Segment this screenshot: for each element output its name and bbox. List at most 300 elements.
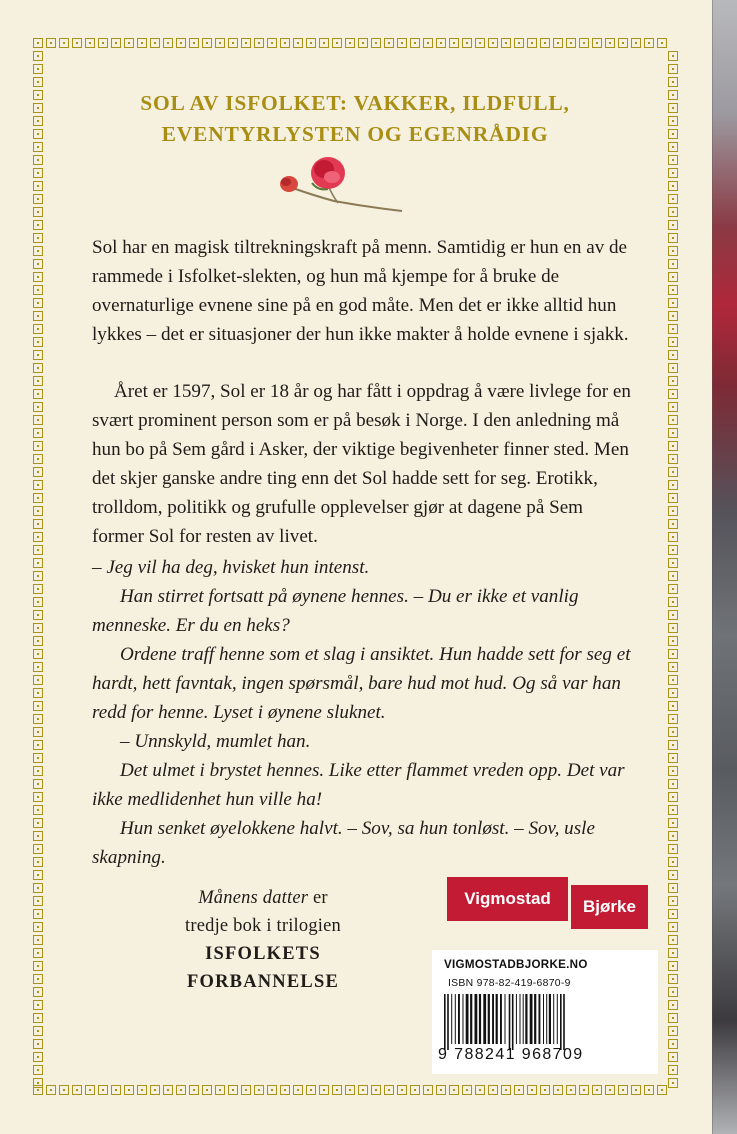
border-tile bbox=[668, 623, 678, 633]
border-tile bbox=[254, 1085, 264, 1095]
border-tile bbox=[436, 1085, 446, 1095]
book-title: Månens datter bbox=[198, 888, 309, 908]
excerpt-line: – Unnskyld, mumlet han. bbox=[120, 731, 311, 752]
border-tile bbox=[176, 1085, 186, 1095]
border-tile bbox=[668, 454, 678, 464]
border-tile bbox=[33, 389, 43, 399]
border-tile bbox=[668, 142, 678, 152]
border-tile bbox=[228, 1085, 238, 1095]
series-name: FORBANNELSE bbox=[187, 972, 339, 992]
border-tile bbox=[668, 441, 678, 451]
border-tile bbox=[668, 1013, 678, 1023]
border-tile bbox=[668, 376, 678, 386]
barcode-bar bbox=[447, 994, 449, 1050]
border-tile bbox=[33, 792, 43, 802]
paragraph-2: Året er 1597, Sol er 18 år og har fått i oppdrag å være livlege for en svært prominent person som er på besøk i Norge. I den anledning må hun bo på Sem gård i Asker, der viktige begivenheter finner sted. Men det skjer ganske andre ting enn det Sol hadde sett for seg. Erotikk, trolldom, politikk og grufulle opplevelser gjør at dagene på Sem former Sol for resten av livet. bbox=[92, 381, 631, 547]
border-tile bbox=[33, 194, 43, 204]
border-tile bbox=[33, 753, 43, 763]
border-tile bbox=[98, 38, 108, 48]
border-tile bbox=[33, 350, 43, 360]
border-tile bbox=[319, 1085, 329, 1095]
series-text: er bbox=[308, 888, 328, 908]
border-tile bbox=[371, 1085, 381, 1095]
border-tile bbox=[668, 571, 678, 581]
border-tile bbox=[137, 1085, 147, 1095]
barcode-panel bbox=[432, 950, 658, 1074]
border-tile bbox=[33, 766, 43, 776]
barcode-bar bbox=[520, 994, 521, 1044]
border-tile bbox=[33, 779, 43, 789]
excerpt-line: – Jeg vil ha deg, hvisket hun intenst. bbox=[92, 557, 370, 578]
border-tile bbox=[59, 38, 69, 48]
border-tile bbox=[33, 454, 43, 464]
border-tile bbox=[150, 1085, 160, 1095]
border-tile bbox=[668, 181, 678, 191]
border-tile bbox=[33, 1039, 43, 1049]
barcode-bar bbox=[483, 994, 486, 1044]
border-tile bbox=[668, 987, 678, 997]
border-tile bbox=[124, 38, 134, 48]
border-tile bbox=[98, 1085, 108, 1095]
border-tile bbox=[33, 1000, 43, 1010]
border-tile bbox=[33, 636, 43, 646]
barcode-bar bbox=[458, 994, 460, 1044]
border-tile bbox=[618, 1085, 628, 1095]
border-tile bbox=[668, 428, 678, 438]
border-tile bbox=[668, 948, 678, 958]
border-tile bbox=[668, 1065, 678, 1075]
border-tile bbox=[668, 883, 678, 893]
border-tile bbox=[241, 38, 251, 48]
border-tile bbox=[124, 1085, 134, 1095]
border-tile bbox=[668, 532, 678, 542]
series-name: ISFOLKETS bbox=[205, 944, 321, 964]
border-tile bbox=[33, 493, 43, 503]
border-tile bbox=[33, 909, 43, 919]
border-tile bbox=[33, 90, 43, 100]
barcode-bar bbox=[444, 994, 446, 1050]
excerpt-line: Hun senket øyelokkene halvt. – Sov, sa hun tonløst. – Sov, usle skapning. bbox=[92, 818, 595, 868]
border-tile bbox=[668, 701, 678, 711]
barcode-bar bbox=[463, 994, 464, 1044]
border-tile bbox=[293, 38, 303, 48]
border-tile bbox=[668, 545, 678, 555]
barcode-bar bbox=[500, 994, 502, 1044]
border-tile bbox=[668, 1039, 678, 1049]
border-tile bbox=[33, 662, 43, 672]
border-tile bbox=[33, 441, 43, 451]
border-tile bbox=[33, 740, 43, 750]
border-tile bbox=[33, 805, 43, 815]
border-tile bbox=[72, 1085, 82, 1095]
excerpt-line: Han stirret fortsatt på øynene hennes. – Du er ikke et vanlig menneske. Er du en heks? bbox=[92, 586, 579, 636]
barcode-bar bbox=[470, 994, 472, 1044]
border-tile bbox=[345, 38, 355, 48]
border-tile bbox=[33, 220, 43, 230]
border-tile bbox=[33, 259, 43, 269]
border-tile bbox=[668, 350, 678, 360]
border-tile bbox=[592, 1085, 602, 1095]
border-tile bbox=[33, 103, 43, 113]
border-tile bbox=[33, 38, 43, 48]
border-tile bbox=[668, 740, 678, 750]
border-tile bbox=[33, 610, 43, 620]
border-tile bbox=[33, 77, 43, 87]
border-tile bbox=[668, 324, 678, 334]
logo-vigmostad: Vigmostad bbox=[447, 877, 568, 921]
border-tile bbox=[668, 493, 678, 503]
border-tile bbox=[33, 155, 43, 165]
border-tile bbox=[72, 38, 82, 48]
border-tile bbox=[33, 142, 43, 152]
border-tile bbox=[668, 194, 678, 204]
border-tile bbox=[33, 597, 43, 607]
border-tile bbox=[33, 324, 43, 334]
border-tile bbox=[33, 428, 43, 438]
border-tile bbox=[668, 597, 678, 607]
border-tile bbox=[33, 467, 43, 477]
border-tile bbox=[668, 129, 678, 139]
border-tile bbox=[668, 766, 678, 776]
border-tile bbox=[527, 38, 537, 48]
border-tile bbox=[631, 38, 641, 48]
border-tile bbox=[668, 168, 678, 178]
border-tile bbox=[397, 38, 407, 48]
border-tile bbox=[33, 727, 43, 737]
border-tile bbox=[668, 636, 678, 646]
border-tile bbox=[449, 38, 459, 48]
border-tile bbox=[553, 38, 563, 48]
border-tile bbox=[501, 1085, 511, 1095]
border-tile bbox=[618, 38, 628, 48]
border-tile bbox=[668, 103, 678, 113]
barcode-bar bbox=[539, 994, 541, 1044]
border-tile bbox=[85, 38, 95, 48]
barcode-bar bbox=[563, 994, 565, 1050]
border-tile bbox=[668, 337, 678, 347]
border-tile bbox=[668, 467, 678, 477]
border-tile bbox=[33, 207, 43, 217]
border-tile bbox=[306, 1085, 316, 1095]
border-tile bbox=[475, 38, 485, 48]
border-tile bbox=[668, 935, 678, 945]
barcode-bar bbox=[557, 994, 558, 1044]
barcode-bar bbox=[530, 994, 533, 1044]
border-tile bbox=[33, 116, 43, 126]
border-tile bbox=[668, 233, 678, 243]
border-tile bbox=[33, 233, 43, 243]
border-tile bbox=[137, 38, 147, 48]
paragraph-1: Sol har en magisk tiltrekningskraft på menn. Samtidig er hun en av de rammede i Isfolket-slekten, og hun må kjempe for å bruke de overnaturlige evnene sine på en god måte. Men det er ikke alltid hun lykkes – det er situasjoner der hun ikke makter å holde evnene i sjakk. bbox=[92, 237, 629, 345]
border-tile bbox=[668, 961, 678, 971]
border-tile bbox=[33, 272, 43, 282]
border-tile bbox=[33, 181, 43, 191]
barcode-bar bbox=[560, 994, 562, 1050]
border-tile bbox=[668, 77, 678, 87]
border-tile bbox=[668, 922, 678, 932]
border-tile bbox=[384, 38, 394, 48]
border-tile bbox=[668, 857, 678, 867]
border-tile bbox=[46, 1085, 56, 1095]
border-tile bbox=[668, 90, 678, 100]
border-tile bbox=[514, 38, 524, 48]
excerpt-line: Ordene traff henne som et slag i ansiktet. Hun hadde sett for seg et hardt, hett favntak, ingen spørsmål, bare hud mot hud. Og så var han redd for henne. Lyset i øynene sluknet. bbox=[92, 644, 631, 723]
border-tile bbox=[33, 675, 43, 685]
barcode-bar bbox=[492, 994, 494, 1044]
barcode-bar bbox=[546, 994, 547, 1044]
border-tile bbox=[33, 337, 43, 347]
border-tile bbox=[436, 38, 446, 48]
border-tile bbox=[163, 1085, 173, 1095]
border-tile bbox=[668, 818, 678, 828]
border-tile bbox=[501, 38, 511, 48]
border-tile bbox=[668, 298, 678, 308]
border-tile bbox=[410, 38, 420, 48]
border-tile bbox=[46, 38, 56, 48]
border-tile bbox=[668, 246, 678, 256]
border-tile bbox=[579, 38, 589, 48]
border-tile bbox=[33, 168, 43, 178]
rose-icon bbox=[272, 155, 412, 217]
border-tile bbox=[33, 1026, 43, 1036]
border-tile bbox=[33, 1065, 43, 1075]
barcode-bar bbox=[553, 994, 554, 1044]
border-tile bbox=[358, 38, 368, 48]
border-tile bbox=[33, 987, 43, 997]
border-tile bbox=[332, 38, 342, 48]
border-tile bbox=[228, 38, 238, 48]
border-tile bbox=[668, 116, 678, 126]
border-tile bbox=[384, 1085, 394, 1095]
border-tile bbox=[668, 662, 678, 672]
border-tile bbox=[668, 792, 678, 802]
border-tile bbox=[657, 38, 667, 48]
border-tile bbox=[293, 1085, 303, 1095]
border-tile bbox=[202, 1085, 212, 1095]
border-tile bbox=[111, 38, 121, 48]
border-tile bbox=[280, 38, 290, 48]
border-tile bbox=[33, 298, 43, 308]
border-tile bbox=[33, 1013, 43, 1023]
border-tile bbox=[33, 1078, 43, 1088]
isbn-label: ISBN 978-82-419-6870-9 bbox=[448, 978, 571, 989]
border-tile bbox=[668, 727, 678, 737]
border-tile bbox=[668, 311, 678, 321]
barcode-bar bbox=[466, 994, 469, 1044]
border-tile bbox=[668, 610, 678, 620]
border-tile bbox=[668, 753, 678, 763]
border-tile bbox=[462, 1085, 472, 1095]
border-tile bbox=[449, 1085, 459, 1095]
border-tile bbox=[668, 779, 678, 789]
barcode-bar bbox=[512, 994, 514, 1050]
border-tile bbox=[33, 935, 43, 945]
border-tile bbox=[319, 38, 329, 48]
border-tile bbox=[202, 38, 212, 48]
border-tile bbox=[566, 38, 576, 48]
border-tile bbox=[488, 1085, 498, 1095]
border-tile bbox=[358, 1085, 368, 1095]
barcode-bar bbox=[455, 994, 456, 1044]
heading-line-2: EVENTYRLYSTEN OG EGENRÅDIG bbox=[161, 122, 549, 146]
border-tile bbox=[423, 1085, 433, 1095]
border-tile bbox=[33, 870, 43, 880]
border-tile bbox=[33, 558, 43, 568]
border-tile bbox=[85, 1085, 95, 1095]
border-tile bbox=[111, 1085, 121, 1095]
border-tile bbox=[33, 519, 43, 529]
excerpt bbox=[92, 553, 632, 872]
border-tile bbox=[215, 1085, 225, 1095]
barcode-bar bbox=[525, 994, 527, 1044]
border-tile bbox=[33, 818, 43, 828]
border-tile bbox=[668, 259, 678, 269]
border-tile bbox=[59, 1085, 69, 1095]
border-tile bbox=[33, 311, 43, 321]
border-tile bbox=[33, 831, 43, 841]
border-tile bbox=[644, 1085, 654, 1095]
border-tile bbox=[163, 38, 173, 48]
border-tile bbox=[566, 1085, 576, 1095]
barcode-bar bbox=[505, 994, 506, 1044]
border-tile bbox=[280, 1085, 290, 1095]
border-tile bbox=[605, 1085, 615, 1095]
border-tile bbox=[668, 844, 678, 854]
border-tile bbox=[33, 51, 43, 61]
border-tile bbox=[397, 1085, 407, 1095]
border-tile bbox=[462, 38, 472, 48]
border-tile bbox=[668, 363, 678, 373]
series-info bbox=[138, 884, 388, 996]
border-tile bbox=[150, 38, 160, 48]
border-tile bbox=[33, 896, 43, 906]
border-tile bbox=[668, 649, 678, 659]
border-tile bbox=[33, 571, 43, 581]
border-tile bbox=[668, 584, 678, 594]
border-tile bbox=[423, 38, 433, 48]
barcode-number: 9 788241 968709 bbox=[438, 1046, 584, 1063]
border-tile bbox=[267, 38, 277, 48]
border-tile bbox=[33, 363, 43, 373]
border-tile bbox=[668, 909, 678, 919]
border-tile bbox=[668, 389, 678, 399]
border-tile bbox=[644, 38, 654, 48]
border-tile bbox=[33, 532, 43, 542]
barcode-bar bbox=[543, 994, 544, 1044]
border-tile bbox=[657, 1085, 667, 1095]
border-tile bbox=[33, 714, 43, 724]
border-tile bbox=[33, 883, 43, 893]
border-tile bbox=[553, 1085, 563, 1095]
border-tile bbox=[33, 480, 43, 490]
border-tile bbox=[267, 1085, 277, 1095]
border-tile bbox=[668, 207, 678, 217]
barcode-bar bbox=[549, 994, 551, 1044]
border-tile bbox=[33, 129, 43, 139]
border-tile bbox=[33, 545, 43, 555]
border-tile bbox=[215, 38, 225, 48]
publisher-url: VIGMOSTADBJORKE.NO bbox=[444, 958, 588, 971]
excerpt-line: Det ulmet i brystet hennes. Like etter flammet vreden opp. Det var ikke medlidenhet hun ville ha! bbox=[92, 760, 625, 810]
border-tile bbox=[592, 38, 602, 48]
border-tile bbox=[668, 831, 678, 841]
border-tile bbox=[33, 376, 43, 386]
border-tile bbox=[540, 38, 550, 48]
border-tile bbox=[33, 402, 43, 412]
barcode-bar bbox=[475, 994, 478, 1044]
border-tile bbox=[371, 38, 381, 48]
border-tile bbox=[668, 402, 678, 412]
border-tile bbox=[668, 805, 678, 815]
border-tile bbox=[668, 272, 678, 282]
border-tile bbox=[33, 948, 43, 958]
border-tile bbox=[176, 38, 186, 48]
series-text: tredje bok i trilogien bbox=[185, 916, 341, 936]
border-tile bbox=[241, 1085, 251, 1095]
border-tile bbox=[306, 38, 316, 48]
border-tile bbox=[33, 285, 43, 295]
border-tile bbox=[668, 1000, 678, 1010]
border-tile bbox=[668, 64, 678, 74]
barcode-bar bbox=[523, 994, 524, 1044]
border-tile bbox=[33, 415, 43, 425]
border-tile bbox=[33, 584, 43, 594]
barcode-bar bbox=[509, 994, 511, 1050]
border-tile bbox=[33, 844, 43, 854]
border-tile bbox=[33, 506, 43, 516]
logo-bjorke: Bjørke bbox=[571, 885, 648, 929]
border-tile bbox=[33, 857, 43, 867]
barcode bbox=[440, 994, 650, 1050]
border-tile bbox=[33, 64, 43, 74]
border-tile bbox=[189, 1085, 199, 1095]
border-tile bbox=[668, 415, 678, 425]
border-tile bbox=[33, 246, 43, 256]
border-tile bbox=[668, 480, 678, 490]
border-tile bbox=[410, 1085, 420, 1095]
cover-heading bbox=[90, 88, 620, 150]
border-tile bbox=[33, 974, 43, 984]
border-tile bbox=[668, 285, 678, 295]
border-tile bbox=[514, 1085, 524, 1095]
border-tile bbox=[488, 38, 498, 48]
border-tile bbox=[540, 1085, 550, 1095]
border-tile bbox=[668, 506, 678, 516]
border-tile bbox=[33, 961, 43, 971]
border-tile bbox=[668, 220, 678, 230]
barcode-bar bbox=[488, 994, 490, 1044]
border-tile bbox=[33, 623, 43, 633]
border-tile bbox=[527, 1085, 537, 1095]
border-tile bbox=[189, 38, 199, 48]
border-tile bbox=[33, 701, 43, 711]
heading-line-1: SOL AV ISFOLKET: VAKKER, ILDFULL, bbox=[140, 91, 570, 115]
border-tile bbox=[345, 1085, 355, 1095]
border-tile bbox=[668, 155, 678, 165]
border-tile bbox=[668, 675, 678, 685]
border-tile bbox=[668, 519, 678, 529]
border-tile bbox=[33, 922, 43, 932]
barcode-bar bbox=[534, 994, 536, 1044]
barcode-bar bbox=[496, 994, 498, 1044]
border-tile bbox=[254, 38, 264, 48]
border-tile bbox=[605, 38, 615, 48]
border-tile bbox=[668, 558, 678, 568]
border-tile bbox=[668, 51, 678, 61]
border-tile bbox=[668, 974, 678, 984]
border-tile bbox=[668, 688, 678, 698]
barcode-bar bbox=[451, 994, 452, 1044]
